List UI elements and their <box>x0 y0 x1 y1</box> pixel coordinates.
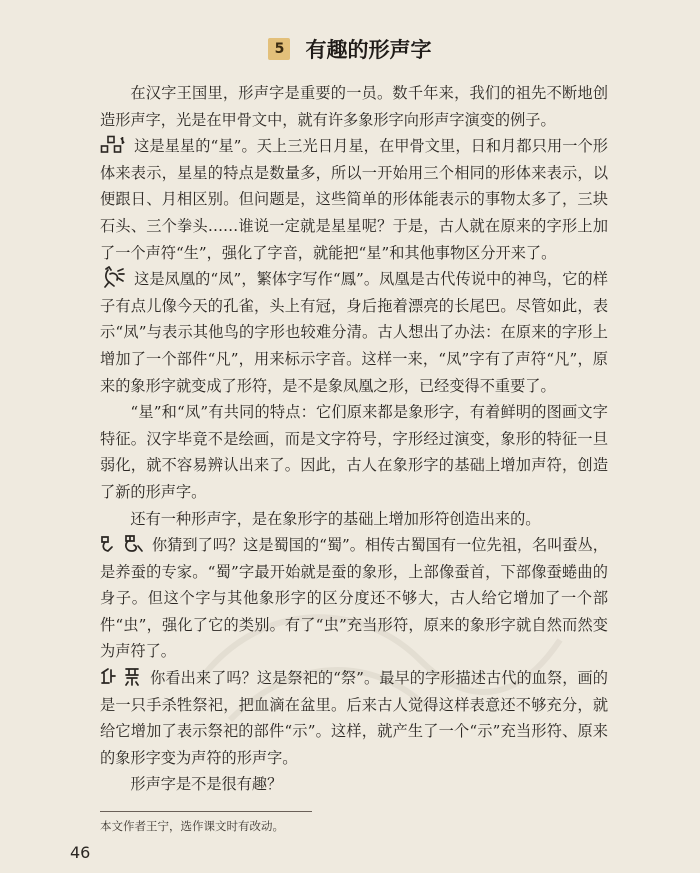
paragraph-common: “星”和“凤”有共同的特点：它们原来都是象形字，有着鲜明的图画文字特征。汉字毕竟不是绘画，而是文字符号，字形经过演变，象形的特征一旦弱化，就不容易辨认出来了。因此，古人在象形字的基础上增加声符，创造了新的形声字。 <box>100 403 608 501</box>
paragraph-intro: 在汉字王国里，形声字是重要的一员。数千年来，我们的祖先不断地创造形声字，光是在甲骨文中，就有许多象形字向形声字演变的例子。 <box>100 84 608 129</box>
paragraph-xing-text: 这是星星的“星”。天上三光日月星，在甲骨文里，日和月都只用一个形体来表示，星星的特点是数量多，所以一开始用三个相同的形体来表示，以便跟日、月相区别。但问题是，这些简单的形体能表示的事物太多了，三块石头、三个拳头……谁说一定就是星星呢？于是，古人就在原来的字形上加了一个声符“生”，强化了字音，就能把“星”和其他事物区分开来了。 <box>100 137 608 262</box>
paragraph-another-type: 还有一种形声字，是在象形字的基础上增加形符创造出来的。 <box>130 509 541 528</box>
paragraph-ji-text: 你看出来了吗？这是祭祀的“祭”。最早的字形描述古代的血祭，画的是一只手杀牲祭祀，把血滴在盆里。后来古人觉得这样表意还不够充分，就给它增加了表示祭祀的部件“示”。这样，就产生了一个“示”充当形符、原来的象形字变为声符的形声字。 <box>100 669 608 767</box>
ji-glyph-icon <box>100 667 142 687</box>
footnote-divider <box>100 811 312 812</box>
shu-glyph-icon <box>100 534 144 554</box>
paragraph-closing: 形声字是不是很有趣？ <box>130 775 283 794</box>
page-number: 46 <box>70 843 91 862</box>
star-glyph-icon <box>100 135 126 155</box>
paragraph-shu <box>100 532 608 665</box>
paragraph-feng <box>100 266 608 399</box>
paragraph-feng-text: 这是凤凰的“凤”，繁体字写作“鳳”。凤凰是古代传说中的神鸟，它的样子有点儿像今天的孔雀，头上有冠，身后拖着漂亮的长尾巴。尽管如此，表示“凤”与表示其他鸟的字形也较难分清。古人想出了办法：在原来的字形上增加了一个部件“凡”，用来标示字音。这样一来，“凤”字有了声符“凡”，原来的象形字就变成了形符，是不是象凤凰之形，已经变得不重要了。 <box>100 270 608 395</box>
lesson-number-badge: 5 <box>268 38 290 60</box>
paragraph-xing <box>100 133 608 266</box>
paragraph-ji <box>100 665 608 771</box>
article-body <box>100 80 608 798</box>
phoenix-glyph-icon <box>100 266 126 288</box>
lesson-title <box>0 34 700 64</box>
lesson-title-text: 有趣的形声字 <box>305 38 432 62</box>
paragraph-shu-text: 你猜到了吗？这是蜀国的“蜀”。相传古蜀国有一位先祖，名叫蚕丛，是养蚕的专家。“蜀”字最开始就是蚕的象形，上部像蚕首，下部像蚕蜷曲的身子。但这个字与其他象形字的区分度还不够大，古人给它增加了一个部件“虫”，强化了它的类别。有了“虫”充当形符，原来的象形字就自然而然变为声符了。 <box>100 536 608 661</box>
footnote: 本文作者王宁，选作课文时有改动。 <box>100 819 284 833</box>
